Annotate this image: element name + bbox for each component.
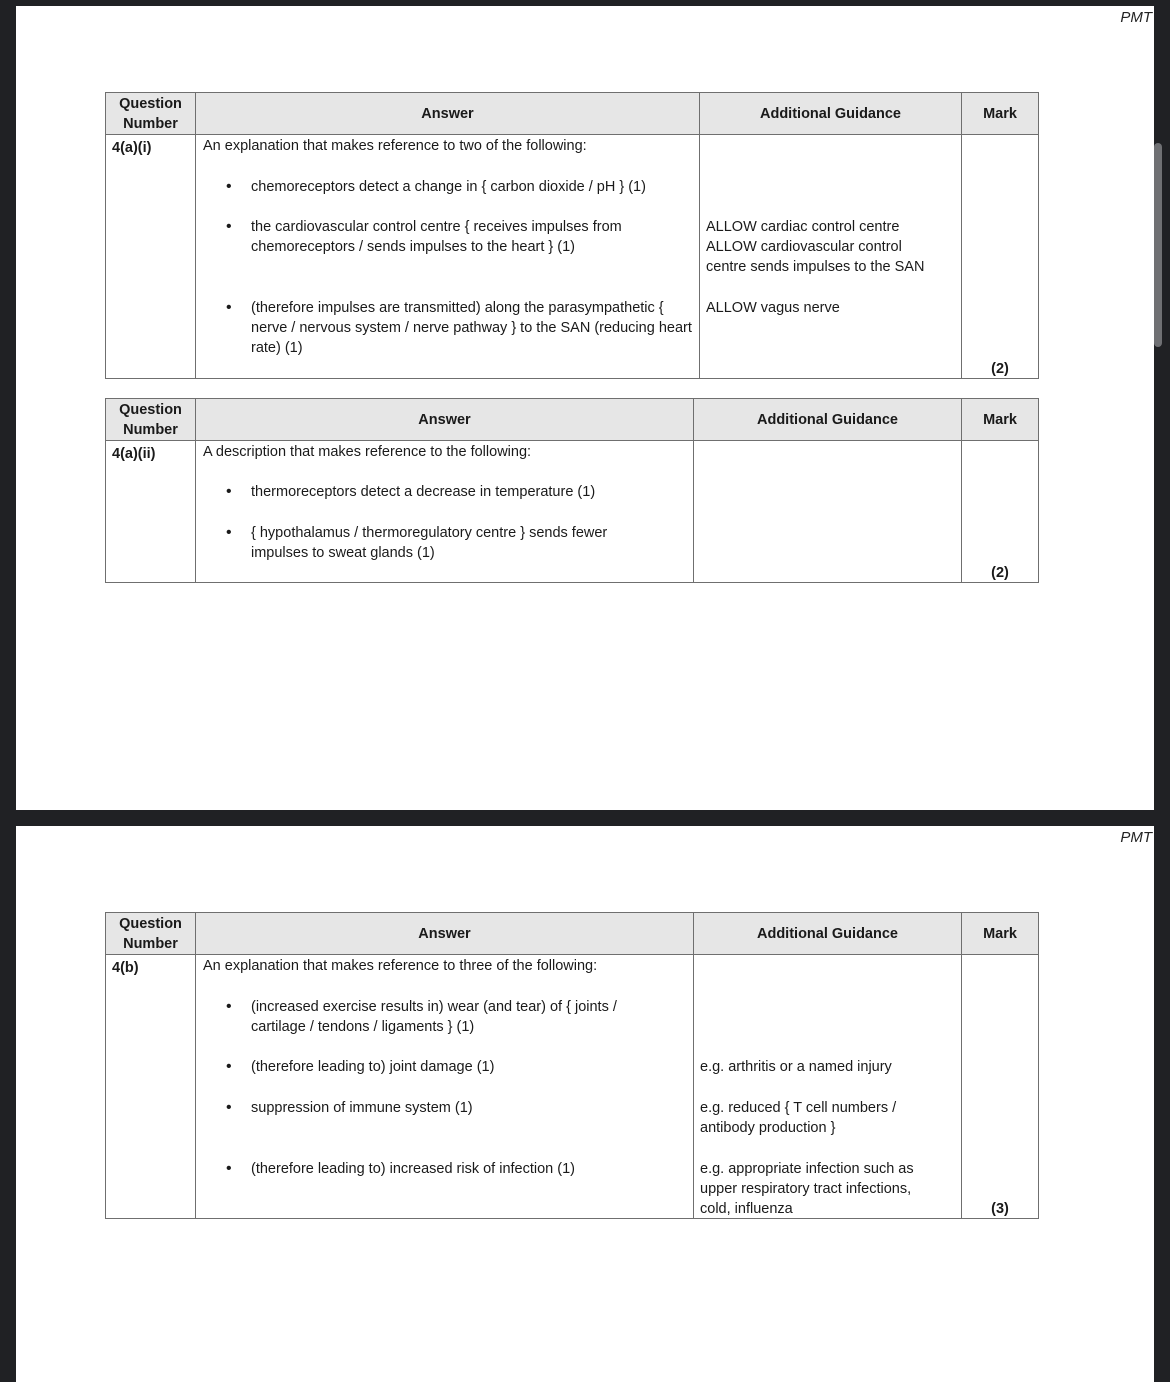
guidance-note: e.g. reduced { T cell numbers / antibody production } [700,1100,897,1136]
pmt-watermark: PMT [1120,829,1152,846]
mark-header: Mark [962,399,1039,441]
mark-scheme-table-4aii [105,398,1039,583]
answer-point: • chemoreceptors detect a change in { carbon dioxide / pH } (1) [251,177,693,197]
mark-header: Mark [962,93,1039,135]
additional-guidance-header: Additional Guidance [694,913,962,955]
mark-scheme-table-4b [105,912,1039,1219]
table-row [106,441,1039,583]
answer-header: Answer [196,913,694,955]
question-number: 4(a)(i) [112,140,152,156]
guidance-note: e.g. appropriate infection such as upper respiratory tract infections, cold, influenza [700,1161,914,1217]
mark-header: Mark [962,913,1039,955]
table-row [106,955,1039,1219]
guidance-note: e.g. arthritis or a named injury [700,1059,892,1075]
answer-intro: An explanation that makes reference to three of the following: [203,958,598,974]
mark-value: (3) [991,1201,1009,1217]
guidance-cell [694,441,961,582]
additional-guidance-header: Additional Guidance [700,93,962,135]
answer-point: • the cardiovascular control centre { receives impulses from chemoreceptors / sends impulses to the heart } (1) [251,217,693,257]
answer-intro: A description that makes reference to the following: [203,444,532,460]
answer-header: Answer [196,399,694,441]
answer-intro: An explanation that makes reference to two of the following: [203,138,587,154]
mark-cell [962,955,1038,1218]
document-page-2 [16,826,1154,1382]
table-row [106,135,1039,379]
guidance-cell [694,955,961,1218]
question-number-header: Question Number [106,913,196,955]
guidance-note: ALLOW cardiac control centre ALLOW cardiovascular control centre sends impulses to the SAN [706,219,925,275]
table-header-row [106,93,1039,135]
pmt-watermark: PMT [1120,9,1152,26]
answer-point: • { hypothalamus / thermoregulatory centre } sends fewer impulses to sweat glands (1) [251,523,653,563]
guidance-cell [700,135,961,378]
mark-value: (2) [991,361,1009,377]
mark-cell [962,441,1038,582]
answer-point: • (therefore leading to) increased risk of infection (1) [251,1159,687,1179]
mark-value: (2) [991,565,1009,581]
table-header-row [106,399,1039,441]
question-number-header: Question Number [106,93,196,135]
answer-point: • suppression of immune system (1) [251,1098,687,1118]
answer-point: • (therefore impulses are transmitted) along the parasympathetic { nerve / nervous system / nerve pathway } to the SAN (reducing heart rate) (1) [251,298,693,358]
answer-cell [196,955,693,1218]
additional-guidance-header: Additional Guidance [694,399,962,441]
answer-cell [196,135,699,378]
vertical-scrollbar[interactable] [1154,143,1162,347]
question-number-header: Question Number [106,399,196,441]
table-header-row [106,913,1039,955]
question-number: 4(b) [112,960,139,976]
mark-scheme-table-4ai [105,92,1039,379]
answer-point: • (increased exercise results in) wear (and tear) of { joints / cartilage / tendons / ligaments } (1) [251,997,653,1037]
answer-cell [196,441,693,582]
question-number: 4(a)(ii) [112,446,156,462]
answer-point: • (therefore leading to) joint damage (1) [251,1057,687,1077]
answer-point: • thermoreceptors detect a decrease in temperature (1) [251,482,687,502]
answer-header: Answer [196,93,700,135]
guidance-note: ALLOW vagus nerve [706,300,840,316]
mark-cell [962,135,1038,378]
document-page-1 [16,6,1154,810]
